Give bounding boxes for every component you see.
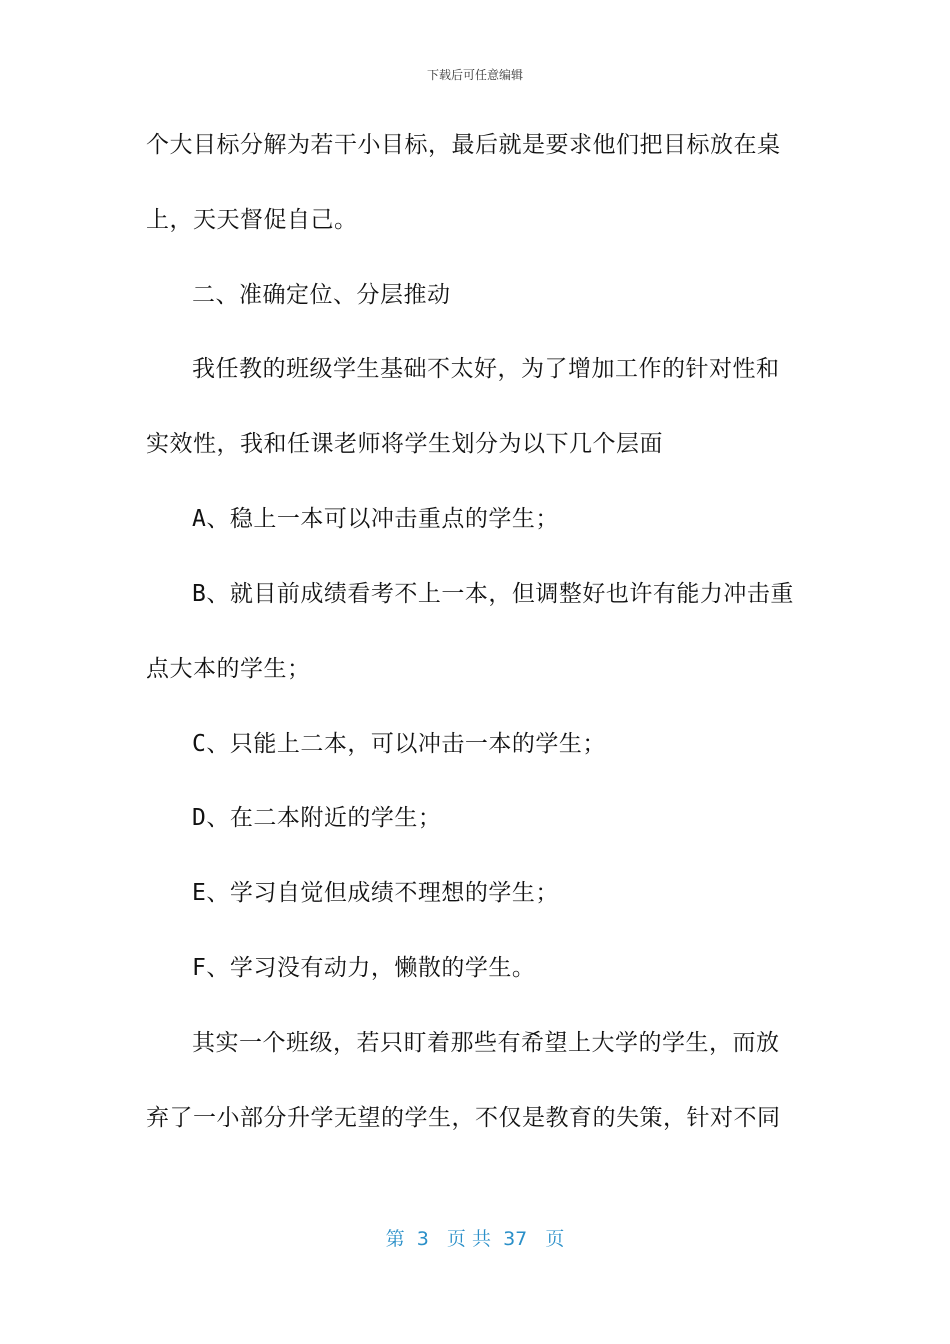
section-heading: 二、准确定位、分层推动 bbox=[192, 282, 451, 308]
list-item-a: A、稳上一本可以冲击重点的学生； bbox=[192, 506, 559, 532]
paragraph-line: 弃了一小部分升学无望的学生，不仅是教育的失策，针对不同 bbox=[146, 1105, 781, 1131]
paragraph-line: 个大目标分解为若干小目标，最后就是要求他们把目标放在桌 bbox=[146, 132, 781, 158]
paragraph-line: 实效性，我和任课老师将学生划分为以下几个层面 bbox=[146, 431, 663, 457]
page-footer bbox=[0, 1224, 950, 1251]
list-item-c: C、只能上二本，可以冲击一本的学生； bbox=[192, 731, 606, 757]
paragraph-line: 上，天天督促自己。 bbox=[146, 207, 358, 233]
list-item-e: E、学习自觉但成绩不理想的学生； bbox=[192, 880, 559, 906]
total-label: 页 共 bbox=[446, 1228, 491, 1250]
page-suffix: 页 bbox=[545, 1228, 565, 1250]
list-item-b-continued: 点大本的学生； bbox=[146, 656, 311, 682]
paragraph-line: 我任教的班级学生基础不太好，为了增加工作的针对性和 bbox=[192, 356, 780, 382]
list-item-d: D、在二本附近的学生； bbox=[192, 805, 442, 831]
current-page-number: 3 bbox=[416, 1228, 429, 1250]
page-header: 下载后可任意编辑 bbox=[426, 68, 523, 82]
total-pages-number: 37 bbox=[503, 1228, 528, 1250]
page-label: 第 bbox=[385, 1228, 405, 1250]
paragraph-line: 其实一个班级，若只盯着那些有希望上大学的学生，而放 bbox=[192, 1030, 780, 1056]
list-item-b: B、就目前成绩看考不上一本，但调整好也许有能力冲击重 bbox=[192, 581, 794, 607]
list-item-f: F、学习没有动力，懒散的学生。 bbox=[192, 955, 536, 981]
